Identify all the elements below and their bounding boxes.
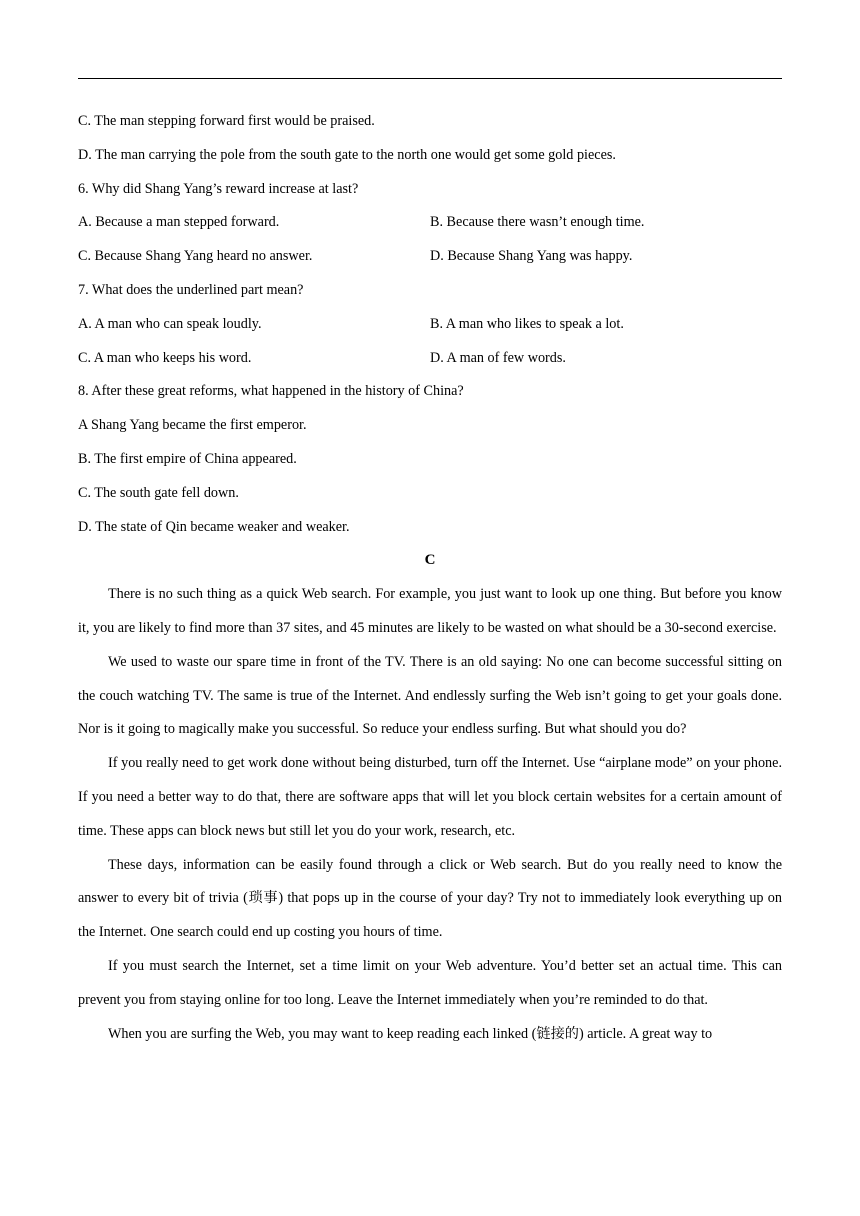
q6-options-row-2 (78, 240, 782, 274)
q8-option-a: A Shang Yang became the first emperor. (78, 417, 307, 434)
q8-question: 8. After these great reforms, what happened in the history of China? (78, 383, 464, 400)
q5-option-c: C. The man stepping forward first would be praised. (78, 113, 375, 129)
passage-paragraph: We used to waste our spare time in front of the TV. There is an old saying: No one can become successful sitting on the couch watching TV. The same is true of the Internet. And endlessly surfing the Web isn’t going to get your goals done. Nor is it going to magically make you successful. So reduce your endless surfing. But what should you do? (78, 653, 782, 738)
page-content (78, 105, 782, 1051)
q8-option-d: D. The state of Qin became weaker and weaker. (78, 518, 350, 535)
section-c-title: C (424, 552, 436, 569)
q7-option-d: D. A man of few words. (430, 349, 566, 366)
q8-option-b: B. The first empire of China appeared. (78, 450, 297, 467)
q6-option-c: C. Because Shang Yang heard no answer. (78, 248, 313, 265)
passage-paragraph: If you really need to get work done without being disturbed, turn off the Internet. Use “airplane mode” on your phone. If you need a better way to do that, there are software apps that will let you block certain websites for a certain amount of time. These apps can block news but still let you do your work, research, etc. (78, 755, 782, 839)
passage-paragraph: When you are surfing the Web, you may want to keep reading each linked (链接的) article. A great way to (108, 1025, 713, 1042)
header-rule (78, 78, 782, 79)
q7-option-b: B. A man who likes to speak a lot. (430, 315, 624, 332)
passage-paragraph: If you must search the Internet, set a time limit on your Web adventure. You’d better set an actual time. This can prevent you from staying online for too long. Leave the Internet immediately when you’re reminded to do that. (78, 957, 782, 1008)
q6-options-row-1 (78, 206, 782, 240)
q7-question: 7. What does the underlined part mean? (78, 281, 304, 298)
q6-question: 6. Why did Shang Yang’s reward increase at last? (78, 180, 359, 197)
q5-option-d: D. The man carrying the pole from the south gate to the north one would get some gold pieces. (78, 146, 616, 163)
q7-option-c: C. A man who keeps his word. (78, 349, 252, 366)
q6-option-b: B. Because there wasn’t enough time. (430, 214, 645, 231)
passage-paragraph: There is no such thing as a quick Web search. For example, you just want to look up one thing. But before you know it, you are likely to find more than 37 sites, and 45 minutes are likely to be wasted on what should be a 30-second exercise. (78, 586, 782, 636)
q7-options-row-2 (78, 342, 782, 376)
q6-option-a: A. Because a man stepped forward. (78, 214, 280, 231)
q6-option-d: D. Because Shang Yang was happy. (430, 248, 633, 265)
q7-option-a: A. A man who can speak loudly. (78, 315, 262, 332)
q8-option-c: C. The south gate fell down. (78, 484, 239, 501)
passage-paragraph: These days, information can be easily found through a click or Web search. But do you really need to know the answer to every bit of trivia (琐事) that pops up in the course of your day? Try not to immediately look everything up on the Internet. One search could end up costing you hours of time. (78, 856, 782, 941)
q7-options-row-1 (78, 308, 782, 342)
